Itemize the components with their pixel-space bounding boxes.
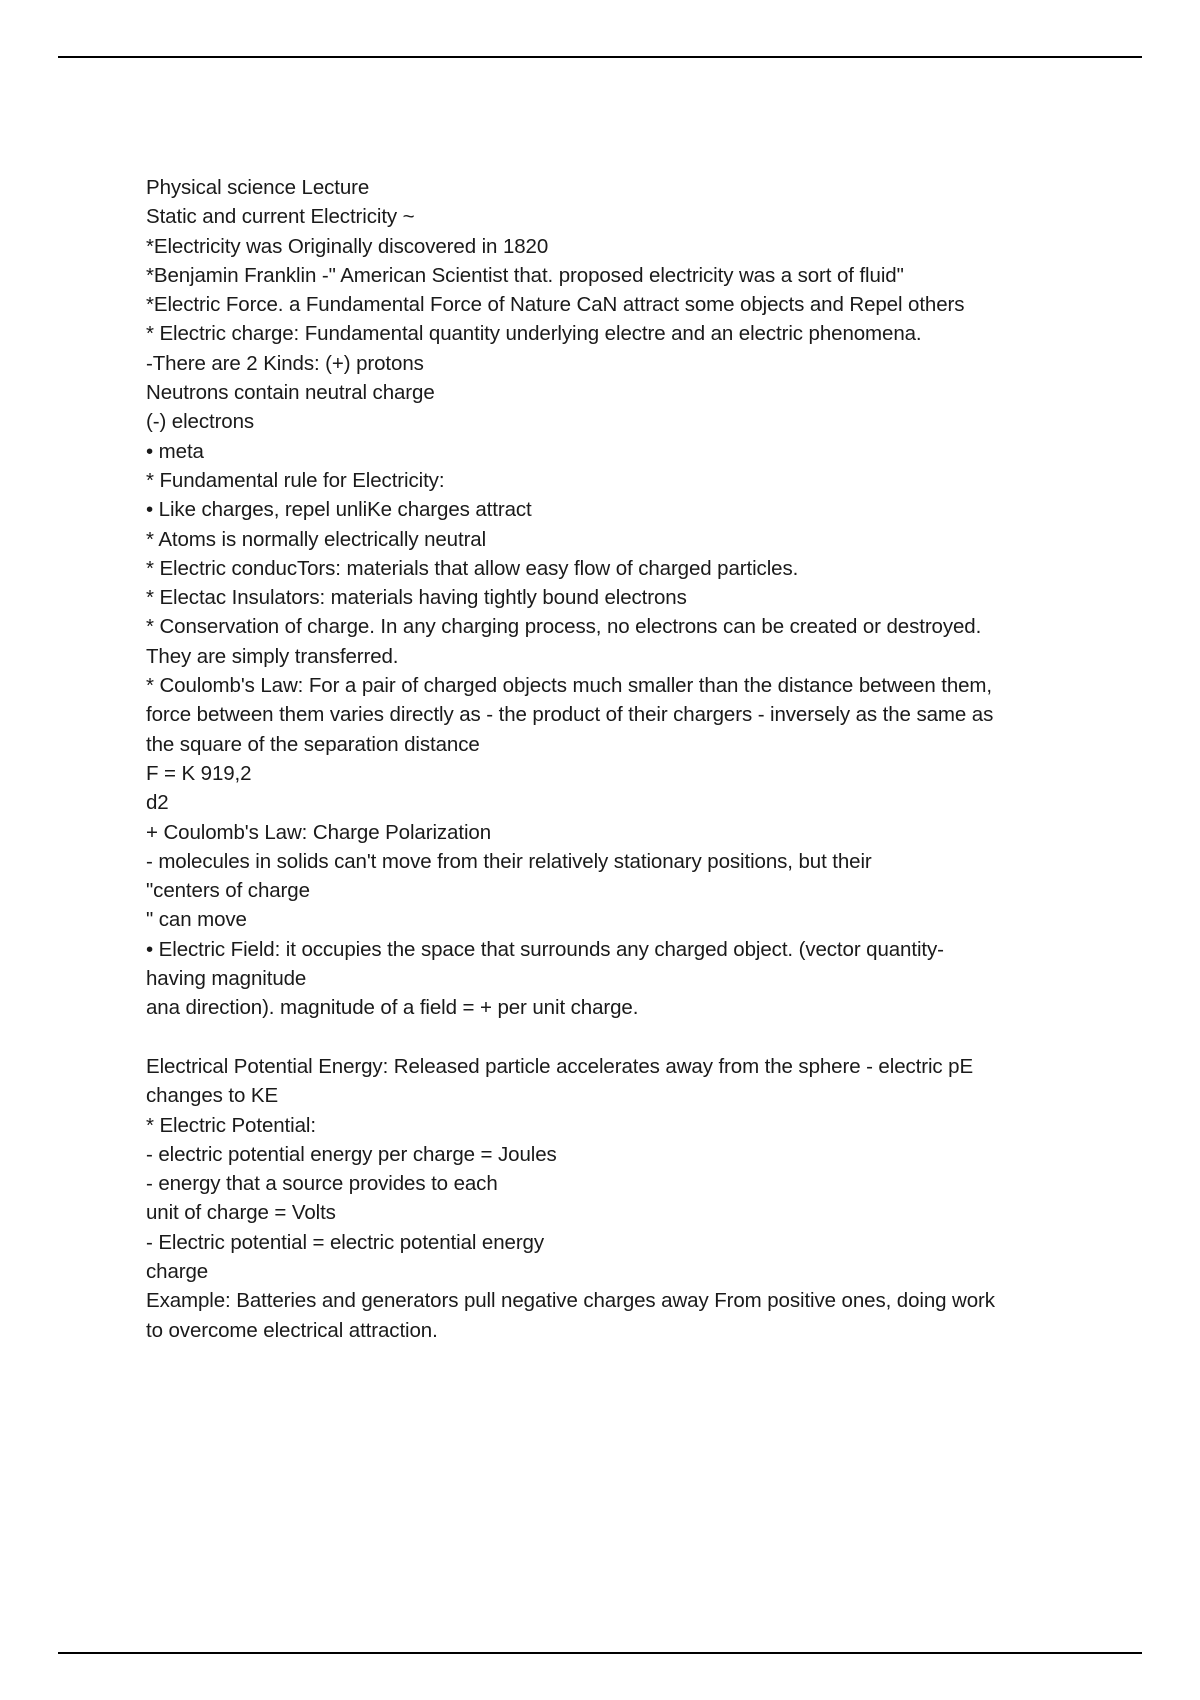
text-line: *Electricity was Originally discovered in 1820 xyxy=(146,234,549,258)
formula-denominator: d2 xyxy=(146,791,169,815)
text-line: • Electric Field: it occupies the space that surrounds any charged object. (vector quantity- xyxy=(146,937,944,961)
text-line: *Benjamin Franklin -" American Scientist that. proposed electricity was a sort of fluid" xyxy=(146,263,904,287)
text-line: - electric potential energy per charge = Joules xyxy=(146,1142,557,1166)
blank-line xyxy=(146,1023,1106,1052)
text-line: • Like charges, repel unliKe charges attract xyxy=(146,498,532,522)
text-line: "centers of charge xyxy=(146,879,310,903)
text-line: - molecules in solids can't move from their relatively stationary positions, but their xyxy=(146,849,872,873)
text-line: + Coulomb's Law: Charge Polarization xyxy=(146,820,492,844)
text-line: * Coulomb's Law: For a pair of charged objects much smaller than the distance between them, xyxy=(146,674,993,698)
text-line: *Electric Force. a Fundamental Force of Nature CaN attract some objects and Repel others xyxy=(146,293,965,317)
text-line: * Electric charge: Fundamental quantity underlying electre and an electric phenomena. xyxy=(146,322,922,346)
text-line: - Electric potential = electric potential energy xyxy=(146,1230,545,1254)
text-line: -There are 2 Kinds: (+) protons xyxy=(146,351,424,375)
text-line: charge xyxy=(146,1259,209,1283)
text-line: (-) electrons xyxy=(146,410,255,434)
text-line: changes to KE xyxy=(146,1084,279,1108)
text-line: • meta xyxy=(146,439,204,463)
text-line: * Electac Insulators: materials having tightly bound electrons xyxy=(146,586,687,610)
text-line: unit of charge = Volts xyxy=(146,1201,336,1225)
text-line: * Fundamental rule for Electricity: xyxy=(146,468,445,492)
formula-numerator: F = K 919,2 xyxy=(146,761,252,785)
text-line: Neutrons contain neutral charge xyxy=(146,381,435,405)
text-line: - energy that a source provides to each xyxy=(146,1172,498,1196)
text-line: force between them varies directly as - the product of their chargers - inversely as the same as xyxy=(146,703,994,727)
top-rule xyxy=(58,56,1142,58)
section-heading: Static and current Electricity ~ xyxy=(146,205,415,229)
text-line: They are simply transferred. xyxy=(146,644,399,668)
text-line: having magnitude xyxy=(146,967,307,991)
text-line: to overcome electrical attraction. xyxy=(146,1318,438,1342)
text-line: * Electric Potential: xyxy=(146,1113,316,1137)
text-line: * Electric conducTors: materials that allow easy flow of charged particles. xyxy=(146,556,799,580)
text-line: the square of the separation distance xyxy=(146,732,480,756)
document-body xyxy=(146,173,1106,1345)
text-line: Example: Batteries and generators pull negative charges away From positive ones, doing work xyxy=(146,1289,995,1313)
text-line: * Conservation of charge. In any charging process, no electrons can be created or destroyed. xyxy=(146,615,982,639)
bottom-rule xyxy=(58,1652,1142,1654)
text-line: ana direction). magnitude of a field = + per unit charge. xyxy=(146,996,639,1020)
page-title: Physical science Lecture xyxy=(146,176,370,199)
text-line: * Atoms is normally electrically neutral xyxy=(146,527,487,551)
text-line: " can move xyxy=(146,908,247,932)
text-line: Electrical Potential Energy: Released particle accelerates away from the sphere - electric pE xyxy=(146,1054,974,1078)
